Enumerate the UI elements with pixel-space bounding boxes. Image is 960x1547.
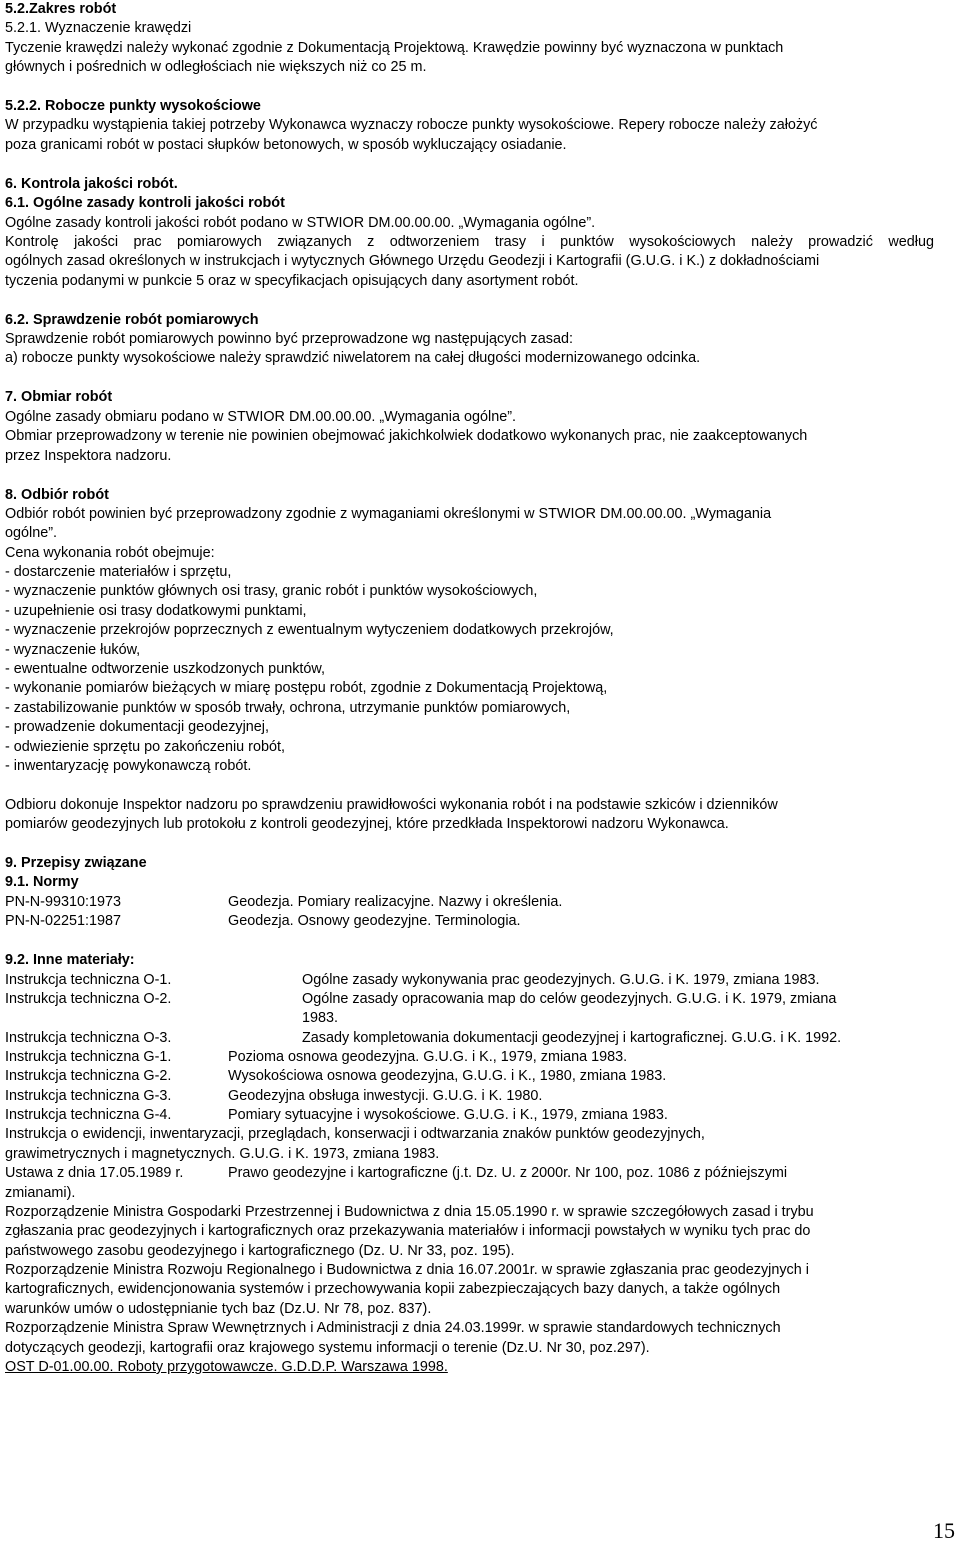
list-item: - dostarczenie materiałów i sprzętu, bbox=[5, 564, 232, 580]
paragraph-line: Obmiar przeprowadzony w terenie nie powinien obejmować jakichkolwiek dodatkowo wykonanych prac, nie zaakceptowanych bbox=[5, 428, 808, 444]
material-description: Geodezyjna obsługa inwestycji. G.U.G. i K. 1980. bbox=[228, 1088, 543, 1104]
reference-line: grawimetrycznych i magnetycznych. G.U.G. i K. 1973, zmiana 1983. bbox=[5, 1146, 440, 1162]
list-item: - wyznaczenie łuków, bbox=[5, 642, 141, 658]
list-item: - wyznaczenie przekrojów poprzecznych z ewentualnym wytyczeniem dodatkowych przekrojów, bbox=[5, 622, 614, 638]
reference-description: Prawo geodezyjne i kartograficzne (j.t. Dz. U. z 2000r. Nr 100, poz. 1086 z późniejszymi bbox=[228, 1165, 788, 1181]
section-heading-6-2: 6.2. Sprawdzenie robót pomiarowych bbox=[5, 312, 259, 328]
list-item: - odwiezienie sprzętu po zakończeniu robót, bbox=[5, 739, 285, 755]
paragraph-line: Kontrolę jakości prac pomiarowych związanych z odtworzeniem trasy i punktów wysokościowych należy prowadzić według bbox=[5, 234, 934, 250]
material-code: Instrukcja techniczna O-1. bbox=[5, 972, 172, 988]
reference-line: państwowego zasobu geodezyjnego i kartograficznego (Dz. U. Nr 33, poz. 195). bbox=[5, 1243, 515, 1259]
material-description: Pozioma osnowa geodezyjna. G.U.G. i K., 1979, zmiana 1983. bbox=[228, 1049, 628, 1065]
list-item: - inwentaryzację powykonawczą robót. bbox=[5, 758, 252, 774]
section-heading-6-1: 6.1. Ogólne zasady kontroli jakości robót bbox=[5, 195, 285, 211]
list-item: - ewentualne odtworzenie uszkodzonych punktów, bbox=[5, 661, 325, 677]
section-heading-6: 6. Kontrola jakości robót. bbox=[5, 176, 178, 192]
reference-line: dotyczących geodezji, kartografii oraz krajowego systemu informacji o terenie (Dz.U. Nr 30, poz.297). bbox=[5, 1340, 650, 1356]
material-code: Instrukcja techniczna O-2. bbox=[5, 991, 172, 1007]
material-code: Instrukcja techniczna G-2. bbox=[5, 1068, 172, 1084]
paragraph-line: ogólne”. bbox=[5, 525, 58, 541]
reference-line: kartograficznych, ewidencjonowania systemów i przechowywania kopii zabezpieczających bazy danych, a także ogólnych bbox=[5, 1281, 781, 1297]
reference-line: Rozporządzenie Ministra Spraw Wewnętrznych i Administracji z dnia 24.03.1999r. w sprawie standardowych technicznych bbox=[5, 1320, 781, 1336]
list-item: - wyznaczenie punktów głównych osi trasy, granic robót i punktów wysokościowych, bbox=[5, 583, 538, 599]
section-heading-9-2: 9.2. Inne materiały: bbox=[5, 952, 135, 968]
reference-line-underlined: OST D-01.00.00. Roboty przygotowawcze. G.D.D.P. Warszawa 1998. bbox=[5, 1359, 448, 1375]
reference-code: Ustawa z dnia 17.05.1989 r. bbox=[5, 1165, 184, 1181]
paragraph-line: poza granicami robót w postaci słupków betonowych, w sposób wykluczający osiadanie. bbox=[5, 137, 567, 153]
section-heading-8: 8. Odbiór robót bbox=[5, 487, 109, 503]
norm-code: PN-N-02251:1987 bbox=[5, 913, 121, 929]
material-description: Ogólne zasady wykonywania prac geodezyjnych. G.U.G. i K. 1979, zmiana 1983. bbox=[302, 972, 820, 988]
paragraph-line: Odbioru dokonuje Inspektor nadzoru po sprawdzeniu prawidłowości wykonania robót i na podstawie szkiców i dzienników bbox=[5, 797, 778, 813]
list-item: - zastabilizowanie punktów w sposób trwały, ochrona, utrzymanie punktów pomiarowych, bbox=[5, 700, 571, 716]
material-description: Zasady kompletowania dokumentacji geodezyjnej i kartograficznej. G.U.G. i K. 1992. bbox=[302, 1030, 842, 1046]
section-heading-5-2: 5.2.Zakres robót bbox=[5, 1, 117, 17]
paragraph-line: głównych i pośrednich w odległościach nie większych niż co 25 m. bbox=[5, 59, 427, 75]
paragraph-line: przez Inspektora nadzoru. bbox=[5, 448, 172, 464]
paragraph-line: Cena wykonania robót obejmuje: bbox=[5, 545, 215, 561]
paragraph-line: Ogólne zasady obmiaru podano w STWIOR DM.00.00.00. „Wymagania ogólne”. bbox=[5, 409, 516, 425]
material-description: Ogólne zasady opracowania map do celów geodezyjnych. G.U.G. i K. 1979, zmiana bbox=[302, 991, 837, 1007]
paragraph-line: W przypadku wystąpienia takiej potrzeby Wykonawca wyznaczy robocze punkty wysokościowe. Repery robocze należy założyć bbox=[5, 117, 818, 133]
paragraph-line: Sprawdzenie robót pomiarowych powinno być przeprowadzone wg następujących zasad: bbox=[5, 331, 573, 347]
reference-line: Rozporządzenie Ministra Rozwoju Regionalnego i Budownictwa z dnia 16.07.2001r. w sprawie zgłaszania prac geodezyjnych i bbox=[5, 1262, 809, 1278]
paragraph-line: tyczenia podanymi w punkcie 5 oraz w specyfikacjach opisujących dany asortyment robót. bbox=[5, 273, 579, 289]
norm-description: Geodezja. Pomiary realizacyjne. Nazwy i określenia. bbox=[228, 894, 563, 910]
norm-description: Geodezja. Osnowy geodezyjne. Terminologia. bbox=[228, 913, 521, 929]
paragraph-line: Tyczenie krawędzi należy wykonać zgodnie z Dokumentacją Projektową. Krawędzie powinny być wyznaczona w punktach bbox=[5, 40, 784, 56]
list-item: - wykonanie pomiarów bieżących w miarę postępu robót, zgodnie z Dokumentacją Projektową, bbox=[5, 680, 608, 696]
reference-line: zgłaszania prac geodezyjnych i kartograficznych oraz przekazywania materiałów i informacji powstałych w wyniku tych prac do bbox=[5, 1223, 811, 1239]
section-heading-7: 7. Obmiar robót bbox=[5, 389, 113, 405]
reference-line: Instrukcja o ewidencji, inwentaryzacji, przeglądach, konserwacji i odtwarzania znaków punktów geodezyjnych, bbox=[5, 1126, 705, 1142]
paragraph-line: a) robocze punkty wysokościowe należy sprawdzić niwelatorem na całej długości modernizowanego odcinka. bbox=[5, 350, 701, 366]
paragraph-line: pomiarów geodezyjnych lub protokołu z kontroli geodezyjnej, które przedkłada Inspektorowi nadzoru Wykonawca. bbox=[5, 816, 729, 832]
section-heading-9: 9. Przepisy związane bbox=[5, 855, 147, 871]
section-heading-5-2-2: 5.2.2. Robocze punkty wysokościowe bbox=[5, 98, 261, 114]
material-code: Instrukcja techniczna G-4. bbox=[5, 1107, 172, 1123]
reference-line: Rozporządzenie Ministra Gospodarki Przestrzennej i Budownictwa z dnia 15.05.1990 r. w sprawie szczegółowych zasad i trybu bbox=[5, 1204, 814, 1220]
list-item: - uzupełnienie osi trasy dodatkowymi punktami, bbox=[5, 603, 307, 619]
material-description: Wysokościowa osnowa geodezyjna, G.U.G. i K., 1980, zmiana 1983. bbox=[228, 1068, 667, 1084]
list-item: - prowadzenie dokumentacji geodezyjnej, bbox=[5, 719, 269, 735]
material-description-cont: 1983. bbox=[302, 1010, 339, 1026]
paragraph-line: Ogólne zasady kontroli jakości robót podano w STWIOR DM.00.00.00. „Wymagania ogólne”. bbox=[5, 215, 596, 231]
material-code: Instrukcja techniczna G-1. bbox=[5, 1049, 172, 1065]
material-code: Instrukcja techniczna G-3. bbox=[5, 1088, 172, 1104]
reference-line: warunków umów o udostępnianie tych baz (Dz.U. Nr 78, poz. 837). bbox=[5, 1301, 432, 1317]
section-heading-5-2-1: 5.2.1. Wyznaczenie krawędzi bbox=[5, 20, 192, 36]
paragraph-line: Odbiór robót powinien być przeprowadzony zgodnie z wymaganiami określonymi w STWIOR DM.00.00.00. „Wymagania bbox=[5, 506, 772, 522]
section-heading-9-1: 9.1. Normy bbox=[5, 874, 79, 890]
reference-line: zmianami). bbox=[5, 1185, 76, 1201]
material-code: Instrukcja techniczna O-3. bbox=[5, 1030, 172, 1046]
paragraph-line: ogólnych zasad określonych w instrukcjach i wytycznych Głównego Urzędu Geodezji i Kartografii (G.U.G. i K.) z dokładnościami bbox=[5, 253, 820, 269]
material-description: Pomiary sytuacyjne i wysokościowe. G.U.G. i K., 1979, zmiana 1983. bbox=[228, 1107, 668, 1123]
norm-code: PN-N-99310:1973 bbox=[5, 894, 121, 910]
page-number: 15 bbox=[933, 1518, 955, 1543]
